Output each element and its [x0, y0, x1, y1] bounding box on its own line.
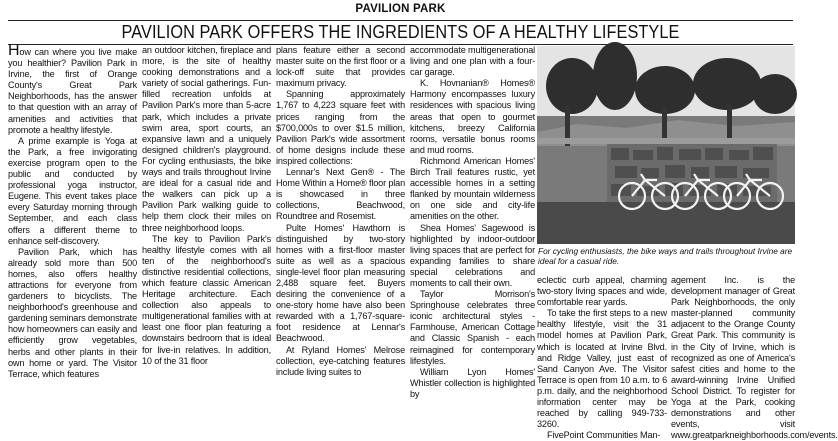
drop-cap: H: [8, 42, 20, 59]
paragraph: an outdoor kitchen, fireplace and more, is the site of healthy cooking demonstrations and a variety of social gatherings. Fun-filled recreation unfolds at Pavilion Park's more than 5-acre park, which includes a private swim area, sport courts, an expansive lawn and a uniquely designed children's playground. For cycling enthusiasts, the bike ways and trails throughout Irvine are ideal for a casual ride and the walkers can pick up a Pavilion Park walking guide to help them clock their miles on three neighborhood loops.: [142, 45, 271, 233]
paragraph: Taylor Morrison's Springhouse celebrates three iconic architectural styles - Farmhouse, American Cottage and Classic Spanish - each reimagined for contemporary lifestyles.: [410, 289, 535, 366]
paragraph: Richmond American Homes' Birch Trail features rustic, yet accessible homes in a setting flanked by mountain wilderness on one side and city-life amenities on the other.: [410, 155, 535, 222]
paragraph: agement Inc. is the development manager of Great Park Neighborhoods, the only master-planned community adjacent to the Orange County Great Park. This community is in the City of Irvine, which is recognized as one of America's safest cities and home to the award-winning Irvine Unified School District. To register for Yoga at the Park, cooking demonstrations and other events, visit www.greatparkneighborhoods.com/events.: [671, 275, 838, 441]
paragraph: At Ryland Homes' Melrose collection, eye-catching features include living suites to: [276, 344, 405, 377]
article-column-2: [142, 45, 271, 401]
paragraph: accommodate multigenerational living and one plan with a four-car garage.: [410, 45, 535, 78]
paragraph: plans feature either a second master suite on the first floor or a lock-off suite that provides maximum privacy.: [276, 45, 405, 89]
article-column-6: [671, 275, 838, 441]
headline: PAVILION PARK OFFERS THE INGREDIENTS OF A HEALTHY LIFESTYLE: [121, 21, 680, 42]
article-column-5: [537, 275, 667, 441]
paragraph: William Lyon Homes' Whistler collection is highlighted by: [410, 366, 535, 399]
paragraph: To take the first steps to a new healthy lifestyle, visit the 31 model homes at Pavilion Park, which is located at Irvine Blvd. and Ridge Valley, just east of Sand Canyon Ave. The Visitor Terrace is open from 10 a.m. to 6 p.m. daily, and the neighborhood information center may be reached by calling 949-733-3260.: [537, 308, 667, 430]
bicycles-illustration: [537, 46, 795, 244]
paragraph: Shea Homes' Sagewood is highlighted by indoor-outdoor living spaces that are perfect for expanding families to share special celebrations and moments to call their own.: [410, 222, 535, 288]
paragraph: Pavilion Park, which has already sold more than 500 homes, also offers healthy attractions for everyone from gardeners to bicyclists. The neighborhood's greenhouse and gardening seminars demonstrate how homeowners can easily and efficiently grow vegetables, herbs and other plants in their own home or yard. The Visitor Terrace, which features: [8, 246, 137, 379]
paragraph: How can where you live make you healthier? Pavilion Park in Irvine, the first of Orange County's Great Park Neighborhoods, has the answer to that question with an array of amenities and activities that promote a healthy lifestyle.: [8, 42, 137, 135]
paragraph: FivePoint Communities Man-: [547, 430, 661, 441]
article-column-4: [410, 45, 535, 401]
paragraph: Spanning approximately 1,767 to 4,223 square feet with prices ranging from the $700,000s to over $1.5 million, Pavilion Park's wide assortment of home designs include these inspired collections:: [276, 89, 405, 166]
section-kicker: PAVILION PARK: [355, 3, 446, 15]
photo-caption: For cycling enthusiasts, the bike ways and trails throughout Irvine are ideal for a casual ride.: [538, 246, 793, 266]
paragraph: Lennar's Next Gen® - The Home Within a Home® floor plan is showcased in three collections, Beachwood, Roundtree and Rosemist.: [276, 167, 406, 222]
paragraph: eclectic curb appeal, charming two-story living spaces and wide, comfortable rear yards.: [537, 275, 667, 308]
paragraph: The key to Pavilion Park's healthy lifestyle comes with all ten of the neighborhood's distinctive residential collections, which feature classic American Heritage architecture. Each collection also appeals to multigenerational families with at least one floor plan featuring a downstairs bedroom that is ideal for live-in relatives. In addition, 10 of the 31 floor: [142, 233, 271, 366]
paragraph: K. Hovnanian® Homes® Harmony encompasses luxury residences with spacious living areas that open to gourmet kitchens, breezy California rooms, versatile bonus rooms and mud rooms.: [410, 78, 535, 155]
bicycles-photo: [537, 46, 795, 244]
paragraph: Pulte Homes' Hawthorn is distinguished by two-story homes with a first-floor master suite as well as a spacious single-level floor plan measuring 2,488 square feet. Buyers desiring the convenience of a one-story home have also been rewarded with a 1,767-square-foot residence at Lennar's Beachwood.: [276, 222, 405, 344]
article-column-3: [276, 45, 405, 401]
paragraph: A prime example is Yoga at the Park, a free invigorating exercise program open to the public and conducted by professional yoga instructor, Eugene. This event takes place every Saturday morning through September, and each class offers a different theme to enhance self-discovery.: [8, 135, 137, 246]
article-column-1: [8, 42, 137, 401]
